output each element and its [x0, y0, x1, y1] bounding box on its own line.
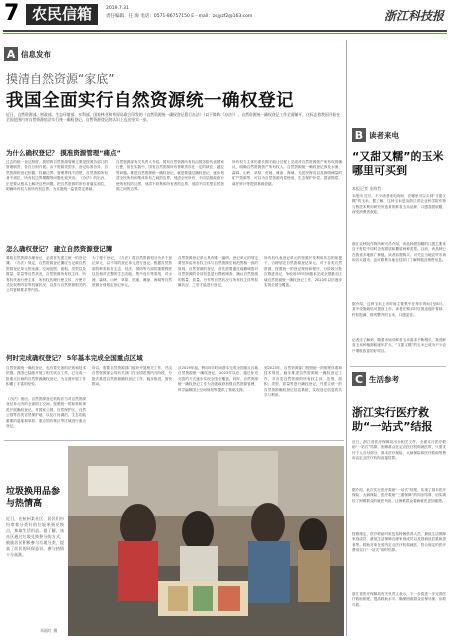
q1-col2: 自然资源部有关负责人介绍，国有自然资源所有权由国务院代表国家行使，但在实践中，国有自然资源所有者职责存在一定的缺位、越位等问题。推进自然资源统一确权登记，就是要通过确权登记，逐步划清全民所有和集体所有之间的边界，划清全民所有、不同层级政府行使所有权的边界，划清不同集体所有者的边界，划清不同类型自然资源之间的边界。: [116, 160, 224, 192]
section-b-body2: 浙江农科院作物所研究员介绍，该品种甜加糯的口感主要来自于籽粒中同时含有甜质和糯质两种类型。目前，该品种已在我省多地推广种植。读者如需购买，可关注当地农贸市场和各大超市，也可联系当地农技部门了解种植及销售信息。: [352, 242, 446, 263]
masthead: [0, 0, 450, 30]
section-b-label: 读者来电: [369, 130, 399, 140]
section-title: 农民信箱: [26, 4, 98, 25]
lead-paragraph: 近日，自然资源部、财政部、生态环境部、水利部、国家林业和草原局联合印发的《自然资源统一确权登记暂行办法》（以下简称《办法》），自然资源统一确权登记工作全面铺开，这标志着我国开始在全国范围内对自然资源依法实行统一确权登记，自然资源登记的认识上迈出坚实一步。: [6, 112, 341, 122]
q2-col2: 为了便于登记，《办法》将自然资源划分为多个登记单元，以不同的登记单元进行登记。根据自然资源的种类和在生态、经济、国防等方面的重要程度以及相对完整的生态功能、集中连片等原则，对水流、森林、山岭、草原、荒地、滩涂、海域等自然资源分别划定登记单元。: [92, 256, 172, 288]
page-number: 7: [4, 1, 20, 26]
column-divider: [346, 40, 347, 636]
section-b-letter: B: [352, 128, 366, 142]
sidebar-divider: [350, 366, 446, 367]
photo-story-title: 垃圾换用品参与热情高: [6, 487, 61, 509]
q3-col4: 到2023年，自然资源部门按照统一的制度体系和技术规范，稳步推进自然资源统一确权登记工作，对各类自然资源的所有权主体、范围、面积、类型、质量等进行确权登记，并建立统一的自然资源确权登记信息系统，实现登记信息的共享与利用。: [264, 366, 342, 398]
section-b-body4: 记者还了解到，随着市场对鲜食玉米需求不断增长，我省鲜食玉米种植面积逐年扩大，“又甜又糯”的玉米已成为不少农户增收致富的好项目。: [352, 338, 446, 353]
q2-col4: 所有权代表登记单元的资源开发利用状态的前提下，合理划定自然资源登记单元。对于各类自然资源，按照统一的登记规则和程序，分阶段分批次推进登记，争取用5年时间基本完成全国重点区域自然资源统一确权登记工作，2023年以后逐步实现全国全覆盖。: [264, 256, 342, 288]
subheadline: 摸清自然资源“家底”: [6, 72, 115, 86]
section-b-body3: 据介绍，这种玉米上市时间主要集中在每年的6月至8月，其中设施栽培可提前上市。读者在购买时应挑选苞叶青绿、籽粒饱满、排列整齐的玉米，口感更佳。: [352, 302, 446, 317]
section-a-letter: A: [4, 47, 18, 61]
issue-date: 2019.7.31: [106, 6, 129, 11]
q3-col1: 自然资源统一确权登记，也有着完备的法规和技术依据。我国已陆续开展了相关试点工作，已完成一批重点区域的自然资源确权登记，为全面开展工作积累了丰富的经验。: [6, 366, 86, 387]
q1-col1: 过去的统一登记制度，我国的自然资源管理主要是按照各部门的管理职责，各自分别开展。由于资源类型多，登记标准各异，自然资源的登记依据、权属边界、管理界线不清楚，自然资源所有者不到位，所有权边界模糊等问题比较突出。《办法》的出台，正是要从根本上解决这些问题，把自然资源的所有者落实到位，明确所有权人和所有权边界，为实施统一监管奠定基础。: [6, 160, 108, 192]
photo-caption: 近日，在杭州某社区，居民们纷纷拿着分类好的垃圾来到兑换点，换取生活用品。据了解，该社区通过垃圾兑换积分的方式，鼓励居民积极参与垃圾分类，提高了居民的环保意识，参与热情十分高涨。: [6, 516, 64, 557]
main-headline: 我国全面实行自然资源统一确权登记: [6, 91, 294, 111]
section-c-body2: 据介绍，此次实行医疗救助“一站式”结报，实现了基本医疗保险、大病保险、医疗救助“三重保障”的同步结算，切实减轻了困难群众的就医负担，让困难群众看病就医更加便捷。: [352, 488, 446, 503]
section-c-body1: 近日，浙江省医疗保障局出台相关文件，全面实行医疗救助“一站式”结算，困难群众在定点医疗机构就医时，只需支付个人自付部分，基本医疗保险、大病保险和医疗救助等费用由定点医疗机构直接结算。: [352, 440, 446, 461]
newspaper-logo: 浙江科技报: [383, 9, 444, 23]
section-c-tag: [352, 372, 399, 386]
section-c-headline: 浙江实行医疗救助“一站式”结报: [352, 406, 433, 433]
q3-col3: 从2019年起，利用5年时间基本完成全国重点区域自然资源统一确权登记，2023年以后，通过补充完善的方式逐步实现全国全覆盖。同时，自然资源统一确权登记工作为各级政府加强自然资源管理、科学编制国土空间规划等提供了基础支撑。: [178, 366, 258, 392]
q1-heading: 为什么确权登记？ 摸准资源管理“痛点”: [6, 149, 121, 157]
section-c-letter: C: [352, 372, 366, 386]
photo-credit: 邓丽红 摄: [40, 628, 58, 633]
q2-heading: 怎么确权登记？ 建立自然资源登记簿: [6, 245, 113, 253]
section-c-label: 生活参考: [369, 374, 399, 384]
news-photo: [68, 446, 344, 636]
section-b-tag: [352, 128, 399, 142]
section-b-headline: “又甜又糯”的玉米哪里可买到: [352, 150, 444, 177]
article-divider: [4, 440, 344, 441]
section-a-tag: [4, 47, 51, 61]
section-c-body4: 浙江省医疗保障局有关负责人表示，下一步将进一步完善医疗救助制度，提高救助水平，确保困难群众应保尽保、应救尽救。: [352, 592, 446, 607]
q1-col3: 所有权力主体仍需长期才能让过程上完成对自然资源资产所有权的确认，明确自然资源资产所有权人。自然资源统一确权登记涉及水流、森林、山岭、草原、荒地、滩涂、海域、无居民海岛以及探明储量的矿产资源等，可以为自然资源有偿使用、生态保护补偿、损害赔偿、离任审计等提供基础依据。: [232, 160, 342, 186]
q3-col1b: 《办法》指出，自然资源登记机构应当对自然资源登记单元内的全部国土空间，按照统一的标准和规范开展确权登记。对国家公园、自然保护区、自然公园等各类自然保护地，以及江河湖泊、生态功能重要的湿地和草原、重点国有林区等区域进行重点登记。: [6, 397, 86, 429]
q3-heading: 何时完成确权登记？ 5年基本完成全国重点区域: [6, 354, 143, 362]
section-b-byline: 本报记者 金海哲: [352, 186, 382, 191]
q2-col1: 要给自然资源办理登记，必须首先建立统一的登记簿。《办法》规定，自然资源登记簿应当记载自然资源登记单元的坐落、空间范围、面积、类型以及数量、质量等自然状况，自然资源所有权主体、所有权代表行使主体、所有权代理行使主体、行使方式及权利内容等权属状况，以及与自然资源相关的公共管制要求等内容。: [6, 256, 86, 293]
news-photo-illustration: [68, 446, 344, 636]
section-b-body1: 本报讯 近日，不少读者来电询问，在哪里可以买到“又甜又糯”的玉米。据了解，这种玉米是由浙江省农业科学院作物与核技术利用研究所选育的鲜食玉米品种，口感香甜软糯，深受消费者欢迎。: [352, 194, 446, 215]
section-a-label: 信息发布: [21, 49, 51, 59]
q3-col2: 所以，需要自然资源部门组织开展相关工作，并由自然资源部会同有关部门在全国范围内分阶段、分批次推进自然资源确权登记工作，稳步推进，加快推动。: [92, 366, 172, 387]
masthead-divider: [3, 30, 447, 32]
accent-divider: [3, 33, 447, 34]
q2-col3: 自然资源登记单元具有唯一编码，登记单元的划定要坚持由所有权主体与自然资源空间范围相一致的原则。自然资源的登记，首先需要通过地籍调查对自然资源的各项信息进行摸底调查，确认自然资源的数量、质量、分布等自然状况与所有权主体等权属状况，之后才能进行登记。: [178, 256, 258, 288]
editor-line: 责任编辑：任 海 电话：0571-86757150 E－mail：zsjyzf2@163.com: [106, 14, 253, 19]
section-c-body3: 按照规定，医疗救助对象包括特困供养人员、最低生活保障家庭成员、最低生活保障边缘家庭成员以及因病致贫重病患者等。救助对象在省内定点医疗机构就医，符合规定的医疗费用实行“一站式”即时结算。: [352, 532, 446, 553]
